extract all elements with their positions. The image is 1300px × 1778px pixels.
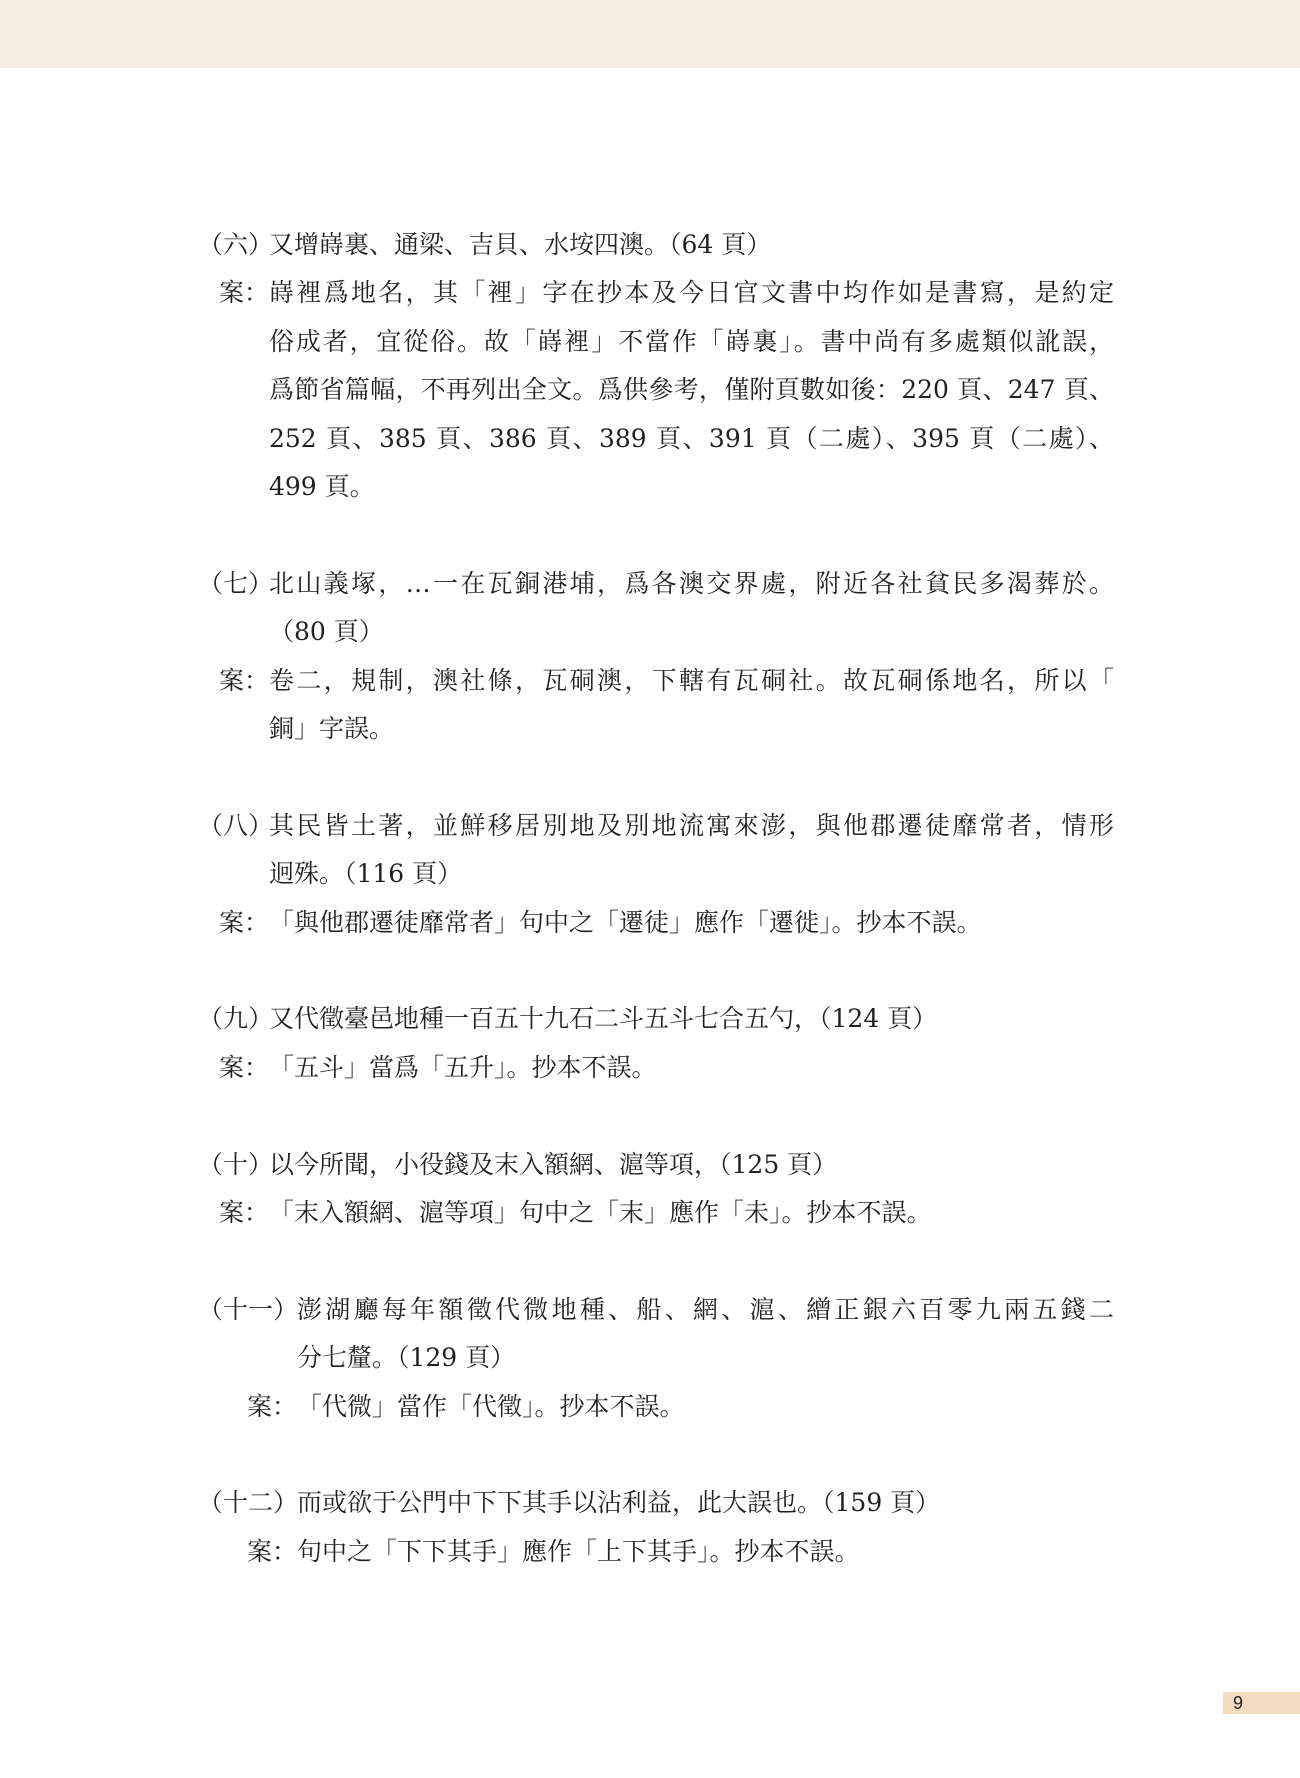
entry-number-label: （十二） bbox=[198, 1488, 299, 1518]
entry-heading-text: 而或欲于公門中下下其手以沾利益，此大誤也。（159 頁） bbox=[297, 1488, 941, 1518]
entry-heading-line bbox=[198, 1334, 1114, 1382]
entry-note-line bbox=[198, 269, 1114, 317]
entry-note-text: 499 頁。 bbox=[269, 472, 375, 502]
page-number-tab bbox=[1223, 1692, 1300, 1714]
errata-list bbox=[198, 221, 1114, 1576]
entry-number-label: （七） bbox=[198, 568, 274, 598]
entry-note-line bbox=[198, 1383, 1114, 1431]
entry-heading-line bbox=[198, 1141, 1114, 1189]
entry-note-line bbox=[198, 366, 1114, 414]
errata-entry bbox=[198, 1479, 1114, 1576]
entry-heading-line bbox=[198, 802, 1114, 850]
entry-number-label: （六） bbox=[198, 230, 274, 259]
entry-note-text: 「末入額網、滬等項」句中之「末」應作「未」。抄本不誤。 bbox=[269, 1198, 932, 1228]
entry-heading-line bbox=[198, 608, 1114, 656]
page-number: 9 bbox=[1233, 1693, 1244, 1713]
errata-entry bbox=[198, 560, 1114, 754]
note-label: 案： bbox=[246, 1536, 297, 1566]
entry-note-line bbox=[198, 415, 1114, 463]
entry-heading-text: 迥殊。（116 頁） bbox=[269, 859, 463, 889]
entry-heading-line bbox=[198, 1286, 1114, 1334]
header-band bbox=[0, 0, 1300, 68]
entry-number-label: （八） bbox=[198, 810, 274, 840]
entry-heading-text: 澎湖廳每年額徵代微地種、船、網、滬、繒正銀六百零九兩五錢二 bbox=[297, 1294, 1114, 1324]
entry-note-text: 銅」字誤。 bbox=[269, 714, 395, 744]
entry-note-line bbox=[198, 1189, 1114, 1237]
entry-heading-line bbox=[198, 1479, 1114, 1527]
entry-note-line bbox=[198, 657, 1114, 705]
entry-note-text: 句中之「下下其手」應作「上下其手」。抄本不誤。 bbox=[297, 1536, 860, 1566]
entry-heading-text: 又代徵臺邑地種一百五十九石二斗五斗七合五勺，（124 頁） bbox=[269, 1004, 938, 1034]
entry-heading-text: 其民皆土著，並鮮移居別地及別地流寓來澎，與他郡遷徒靡常者，情形 bbox=[269, 810, 1114, 840]
errata-entry bbox=[198, 1286, 1114, 1431]
note-label: 案： bbox=[218, 665, 269, 695]
errata-entry bbox=[198, 995, 1114, 1092]
entry-note-text: 爲節省篇幅，不再列出全文。爲供參考，僅附頁數如後：220 頁、247 頁、 bbox=[269, 375, 1114, 405]
entry-heading-text: 分七釐。（129 頁） bbox=[297, 1343, 516, 1373]
entry-number-label: （十一） bbox=[198, 1294, 299, 1324]
errata-entry bbox=[198, 221, 1114, 511]
entry-note-line bbox=[198, 705, 1114, 753]
note-label: 案： bbox=[218, 907, 269, 937]
entry-note-text: 「代微」當作「代徵」。抄本不誤。 bbox=[297, 1391, 685, 1421]
entry-heading-text: 北山義塚，…一在瓦銅港埔，爲各澳交界處，附近各社貧民多渴葬於。 bbox=[269, 568, 1114, 598]
entry-note-line bbox=[198, 463, 1114, 511]
entry-note-text: 「五斗」當爲「五升」。抄本不誤。 bbox=[269, 1052, 657, 1082]
entry-note-line bbox=[198, 899, 1114, 947]
note-label: 案： bbox=[218, 1052, 269, 1082]
note-label: 案： bbox=[246, 1391, 297, 1421]
entry-note-text: 俗成者，宜從俗。故「嵵裡」不當作「嵵裏」。書中尚有多處類似訛誤， bbox=[269, 326, 1114, 356]
entry-note-text: 嵵裡爲地名，其「裡」字在抄本及今日官文書中均作如是書寫，是約定 bbox=[269, 278, 1114, 308]
errata-entry bbox=[198, 802, 1114, 947]
entry-heading-text: （80 頁） bbox=[269, 617, 384, 647]
note-label: 案： bbox=[218, 1198, 269, 1228]
entry-note-text: 「與他郡遷徒靡常者」句中之「遷徒」應作「遷徙」。抄本不誤。 bbox=[269, 907, 982, 937]
entry-heading-line bbox=[198, 221, 1114, 269]
errata-entry bbox=[198, 1141, 1114, 1238]
note-label: 案： bbox=[218, 278, 269, 308]
entry-note-line bbox=[198, 318, 1114, 366]
entry-heading-text: 又增嵵裏、通梁、吉貝、水垵四澳。（64 頁） bbox=[269, 230, 772, 259]
entry-note-line bbox=[198, 1528, 1114, 1576]
entry-note-text: 252 頁、385 頁、386 頁、389 頁、391 頁（二處）、395 頁（二處）、 bbox=[269, 423, 1114, 453]
entry-note-text: 卷二，規制，澳社條，瓦硐澳，下轄有瓦硐社。故瓦硐係地名，所以「 bbox=[269, 665, 1114, 695]
entry-note-line bbox=[198, 1044, 1114, 1092]
entry-heading-line bbox=[198, 995, 1114, 1043]
entry-heading-line bbox=[198, 850, 1114, 898]
entry-heading-text: 以今所聞，小役錢及末入額網、滬等項，（125 頁） bbox=[269, 1149, 838, 1179]
entry-number-label: （九） bbox=[198, 1004, 274, 1034]
entry-number-label: （十） bbox=[198, 1149, 274, 1179]
entry-heading-line bbox=[198, 560, 1114, 608]
